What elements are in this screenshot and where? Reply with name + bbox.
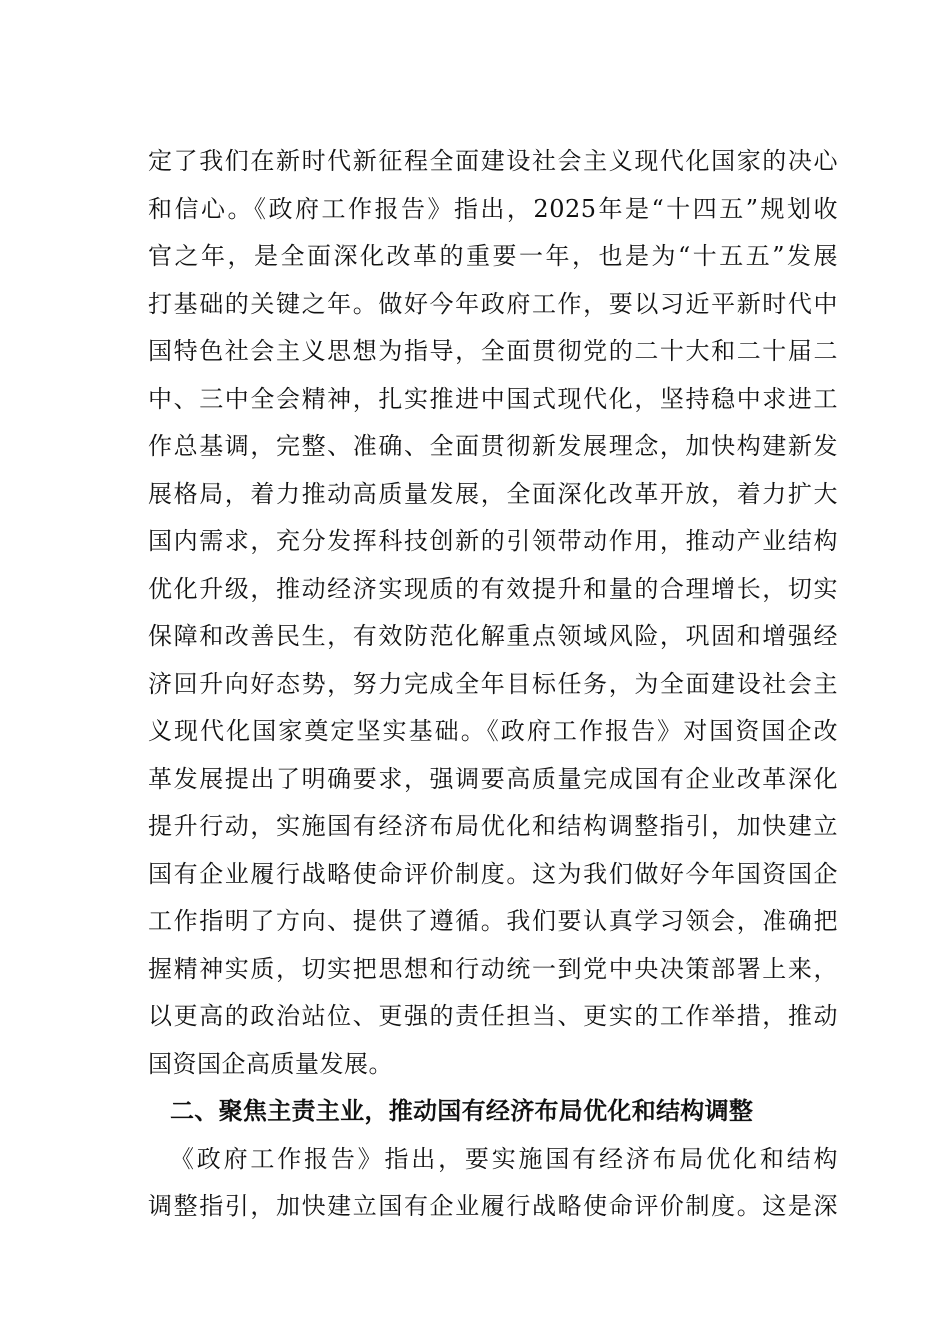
paragraph-line: 济回升向好态势，努力完成全年目标任务，为全面建设社会主 bbox=[148, 669, 838, 698]
paragraph-line: 工作指明了方向、提供了遵循。我们要认真学习领会，准确把 bbox=[148, 907, 838, 935]
paragraph-2 bbox=[148, 1136, 838, 1231]
paragraph-line: 展格局，着力推动高质量发展，全面深化改革开放，着力扩大 bbox=[148, 479, 838, 508]
document-body bbox=[148, 138, 838, 1231]
paragraph-line: 作总基调，完整、准确、全面贯彻新发展理念，加快构建新发 bbox=[148, 432, 838, 460]
paragraph-line: 保障和改善民生，有效防范化解重点领域风险，巩固和增强经 bbox=[148, 622, 838, 650]
paragraph-line: 《政府工作报告》指出，要实施国有经济布局优化和结构 bbox=[170, 1144, 838, 1173]
paragraph-line: 调整指引，加快建立国有企业履行战略使命评价制度。这是深 bbox=[148, 1192, 838, 1220]
paragraph-line: 国内需求，充分发挥科技创新的引领带动作用，推动产业结构 bbox=[148, 527, 838, 555]
paragraph-1 bbox=[148, 138, 838, 1088]
paragraph-line: 和信心。《政府工作报告》指出，2025年是“十四五”规划收 bbox=[148, 194, 838, 223]
paragraph-line: 以更高的政治站位、更强的责任担当、更实的工作举措，推动 bbox=[148, 1002, 838, 1030]
paragraph-line: 定了我们在新时代新征程全面建设社会主义现代化国家的决心 bbox=[148, 147, 838, 175]
paragraph-line: 打基础的关键之年。做好今年政府工作，要以习近平新时代中 bbox=[148, 289, 838, 318]
section-heading: 二、聚焦主责主业，推动国有经济布局优化和结构调整 bbox=[170, 1097, 754, 1125]
paragraph-line: 官之年，是全面深化改革的重要一年，也是为“十五五”发展 bbox=[148, 242, 838, 270]
paragraph-line: 国有企业履行战略使命评价制度。这为我们做好今年国资国企 bbox=[148, 859, 838, 888]
paragraph-line: 革发展提出了明确要求，强调要高质量完成国有企业改革深化 bbox=[148, 764, 838, 793]
paragraph-line: 优化升级，推动经济实现质的有效提升和量的合理增长，切实 bbox=[148, 574, 838, 603]
paragraph-line: 中、三中全会精神，扎实推进中国式现代化，坚持稳中求进工 bbox=[148, 384, 838, 413]
paragraph-line: 义现代化国家奠定坚实基础。《政府工作报告》对国资国企改 bbox=[148, 717, 838, 745]
paragraph-line: 握精神实质，切实把思想和行动统一到党中央决策部署上来， bbox=[148, 954, 838, 983]
paragraph-line: 国资国企高质量发展。 bbox=[148, 1049, 393, 1078]
paragraph-line: 提升行动，实施国有经济布局优化和结构调整指引，加快建立 bbox=[148, 812, 838, 840]
paragraph-line: 国特色社会主义思想为指导，全面贯彻党的二十大和二十届二 bbox=[148, 337, 838, 365]
